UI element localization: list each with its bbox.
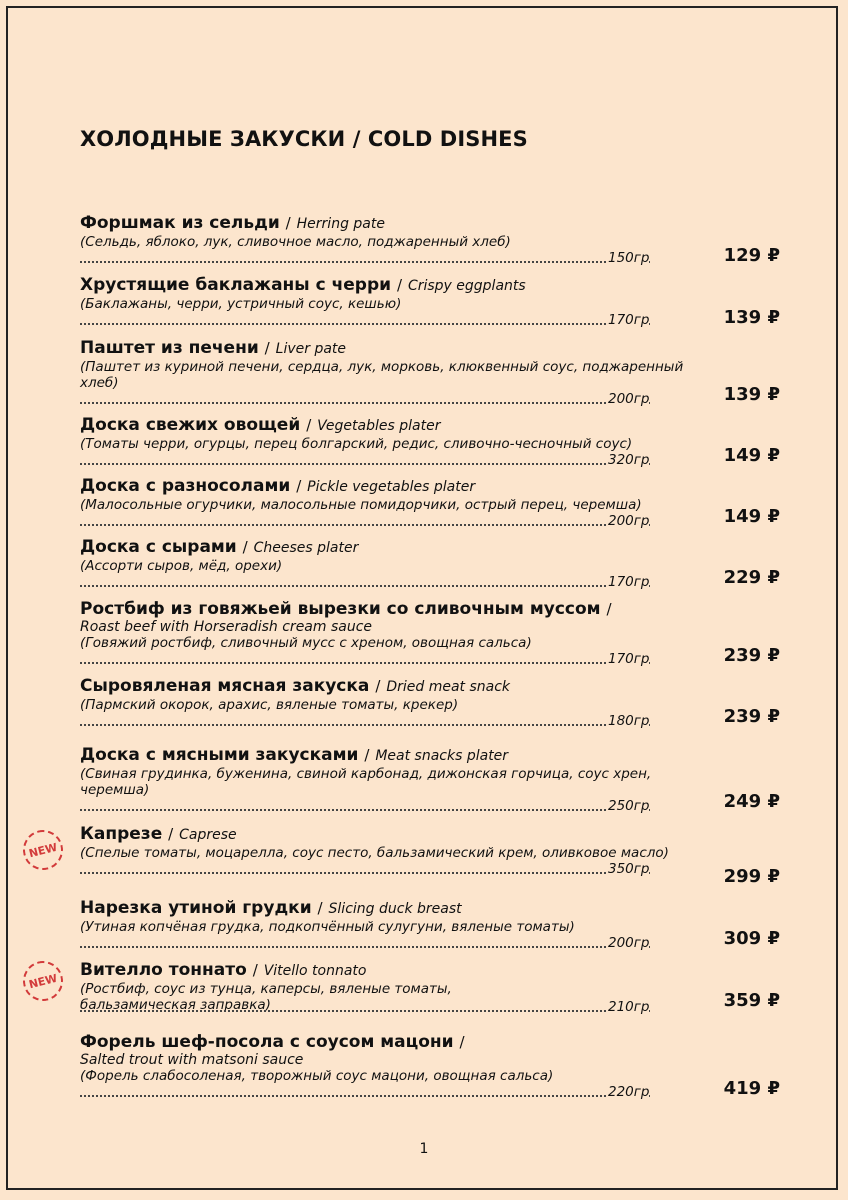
- dish-description: (Томаты черри, огурцы, перец болгарский, редис, сливочно-чесночный соус): [80, 436, 633, 452]
- dot-leader: [80, 323, 650, 325]
- dot-leader: [80, 1010, 650, 1012]
- dish-name: Паштет из печени: [80, 338, 259, 358]
- dish-price: 309 ₽: [723, 928, 780, 949]
- dish-price: 229 ₽: [723, 567, 780, 588]
- dish-weight: 170гр: [608, 574, 650, 590]
- dish-name-en: Pickle vegetables plater: [307, 479, 476, 495]
- dish-price: 139 ₽: [723, 307, 780, 328]
- dish-name-en: Roast beef with Horseradish cream sauce: [80, 619, 373, 635]
- dish-price: 149 ₽: [723, 445, 780, 466]
- page-number: 1: [419, 1141, 429, 1157]
- dish-name-en: Meat snacks plater: [375, 748, 509, 764]
- menu-item-roast-beef: Ростбиф из говяжьей вырезки со сливочным муссом / Roast beef with Horseradish cream sauce (Говяжий ростбиф, сливочный мусс с хреном, овощная сальса) 170гр 239 ₽: [80, 599, 790, 667]
- dish-description: (Форель слабосоленая, творожный соус мацони, овощная сальса): [80, 1068, 554, 1084]
- dish-description: (Утиная копчёная грудка, подкопчённый сулугуни, вяленые томаты): [80, 919, 575, 935]
- dish-name: Нарезка утиной грудки: [80, 898, 312, 918]
- dish-name-en: Vitello tonnato: [263, 963, 367, 979]
- dish-price: 129 ₽: [723, 245, 780, 266]
- dish-price: 419 ₽: [723, 1078, 780, 1099]
- dish-price: 249 ₽: [723, 791, 780, 812]
- dish-name-en: Salted trout with matsoni sauce: [80, 1052, 304, 1068]
- dish-weight: 200гр: [608, 391, 650, 407]
- dot-leader: [80, 261, 650, 263]
- dish-description: (Ассорти сыров, мёд, орехи): [80, 558, 283, 574]
- dish-weight: 210гр: [608, 999, 650, 1015]
- dish-price: 239 ₽: [723, 645, 780, 666]
- dish-name-en: Dried meat snack: [386, 679, 511, 695]
- dish-name: Доска свежих овощей: [80, 415, 301, 435]
- dot-leader: [80, 724, 650, 726]
- dot-leader: [80, 872, 650, 874]
- dish-description: (Баклажаны, черри, устричный соус, кешью): [80, 296, 402, 312]
- page-title: ХОЛОДНЫЕ ЗАКУСКИ / COLD DISHES: [80, 127, 528, 151]
- dot-leader: [80, 402, 650, 404]
- dish-name: Хрустящие баклажаны с черри: [80, 275, 392, 295]
- dish-name-en: Caprese: [179, 827, 237, 843]
- dish-weight: 320гр: [608, 452, 650, 468]
- dish-name: Доска с разносолами: [80, 476, 291, 496]
- dot-leader: [80, 524, 650, 526]
- dish-name: Доска с сырами: [80, 537, 237, 557]
- dot-leader: [80, 809, 650, 811]
- dot-leader: [80, 946, 650, 948]
- dish-weight: 350гр: [608, 861, 650, 877]
- menu-item-caprese: Капрезе / Caprese (Спелые томаты, моцарелла, соус песто, бальзамический крем, оливковое масло) 350гр 299 ₽: [80, 824, 780, 887]
- dish-name: Ростбиф из говяжьей вырезки со сливочным муссом: [80, 599, 601, 619]
- menu-item-vitello-tonnato: Вителло тоннато / Vitello tonnato (Ростбиф, соус из тунца, каперсы, вяленые томаты, бальзамическая заправка) 210гр 359 ₽: [80, 960, 780, 1015]
- dish-description: (Ростбиф, соус из тунца, каперсы, вяленые томаты, бальзамическая заправка): [80, 981, 452, 1013]
- menu-item-vegetables-plater: Доска свежих овощей / Vegetables plater (Томаты черри, огурцы, перец болгарский, редис, сливочно-чесночный соус) 320гр 149 ₽: [80, 415, 780, 468]
- dish-name-en: Herring pate: [296, 216, 385, 232]
- dish-name: Форель шеф-посола с соусом мацони: [80, 1032, 454, 1052]
- dish-weight: 220гр: [608, 1084, 650, 1100]
- dot-leader: [80, 662, 650, 664]
- dish-weight: 250гр: [608, 798, 650, 814]
- menu-item-dried-meat: Сыровяленая мясная закуска / Dried meat snack (Пармский окорок, арахис, вяленые томаты, крекер) 180гр 239 ₽: [80, 676, 780, 729]
- dish-description: (Пармский окорок, арахис, вяленые томаты, крекер): [80, 697, 459, 713]
- dish-weight: 200гр: [608, 935, 650, 951]
- dish-name-en: Liver pate: [275, 341, 347, 357]
- dish-price: 239 ₽: [723, 706, 780, 727]
- menu-item-liver-pate: Паштет из печени / Liver pate (Паштет из куриной печени, сердца, лук, морковь, клюквенный соус, поджаренный хлеб) 200гр 139 ₽: [80, 338, 780, 407]
- dish-name-en: Crispy eggplants: [407, 278, 526, 294]
- dish-name: Доска с мясными закусками: [80, 745, 359, 765]
- dish-name: Сыровяленая мясная закуска: [80, 676, 370, 696]
- dish-description: (Паштет из куриной печени, сердца, лук, морковь, клюквенный соус, поджаренный хлеб): [80, 359, 684, 391]
- dish-description: (Сельдь, яблоко, лук, сливочное масло, поджаренный хлеб): [80, 234, 511, 250]
- new-badge: NEW: [19, 957, 67, 1005]
- dish-weight: 180гр: [608, 713, 650, 729]
- menu-item-crispy-eggplants: Хрустящие баклажаны с черри / Crispy eggplants (Баклажаны, черри, устричный соус, кешью) 170гр 139 ₽: [80, 275, 780, 328]
- menu-item-duck-breast: Нарезка утиной грудки / Slicing duck breast (Утиная копчёная грудка, подкопчённый сулугуни, вяленые томаты) 200гр 309 ₽: [80, 898, 780, 951]
- dish-name-en: Cheeses plater: [253, 540, 359, 556]
- dish-name-en: Slicing duck breast: [328, 901, 462, 917]
- dish-weight: 150гр: [608, 250, 650, 266]
- dish-description: (Малосольные огурчики, малосольные помидорчики, острый перец, черемша): [80, 497, 642, 513]
- dish-price: 359 ₽: [723, 990, 780, 1011]
- dish-name: Вителло тоннато: [80, 960, 247, 980]
- dish-name-en: Vegetables plater: [317, 418, 441, 434]
- dish-name: Форшмак из сельди: [80, 213, 280, 233]
- dish-price: 149 ₽: [723, 506, 780, 527]
- dish-description: (Свиная грудинка, буженина, свиной карбонад, дижонская горчица, соус хрен, черемша): [80, 766, 652, 798]
- menu-item-meat-snacks: Доска с мясными закусками / Meat snacks plater (Свиная грудинка, буженина, свиной карбонад, дижонская горчица, соус хрен, черемша) 250гр 249 ₽: [80, 745, 780, 814]
- dish-description: (Спелые томаты, моцарелла, соус песто, бальзамический крем, оливковое масло): [80, 845, 669, 861]
- menu-item-salted-trout: Форель шеф-посола с соусом мацони / Salted trout with matsoni sauce (Форель слабосоленая, творожный соус мацони, овощная сальса) 220гр 419 ₽: [80, 1032, 790, 1100]
- dish-price: 299 ₽: [723, 866, 780, 887]
- dish-weight: 200гр: [608, 513, 650, 529]
- menu-item-pickle-plater: Доска с разносолами / Pickle vegetables plater (Малосольные огурчики, малосольные помидорчики, острый перец, черемша) 200гр 149 ₽: [80, 476, 780, 529]
- dish-name: Капрезе: [80, 824, 163, 844]
- dot-leader: [80, 463, 650, 465]
- dish-weight: 170гр: [608, 312, 650, 328]
- dish-description: (Говяжий ростбиф, сливочный мусс с хреном, овощная сальса): [80, 635, 532, 651]
- menu-item-cheeses-plater: Доска с сырами / Cheeses plater (Ассорти сыров, мёд, орехи) 170гр 229 ₽: [80, 537, 780, 590]
- dot-leader: [80, 585, 650, 587]
- dot-leader: [80, 1095, 650, 1097]
- new-badge: NEW: [19, 826, 67, 874]
- dish-price: 139 ₽: [723, 384, 780, 405]
- dish-weight: 170гр: [608, 651, 650, 667]
- menu-item-herring-pate: Форшмак из сельди / Herring pate (Сельдь, яблоко, лук, сливочное масло, поджаренный хлеб) 150гр 129 ₽: [80, 213, 780, 266]
